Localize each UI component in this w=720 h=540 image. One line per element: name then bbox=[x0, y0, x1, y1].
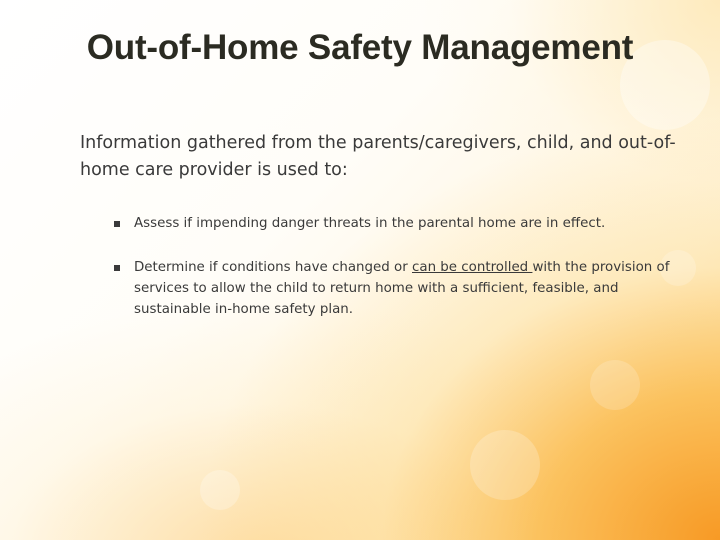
bullet-text: Assess if impending danger threats in the parental home are in effect. bbox=[134, 216, 606, 231]
bullet-item bbox=[114, 257, 674, 320]
bullet-list bbox=[114, 213, 674, 343]
decorative-bokeh bbox=[200, 470, 240, 510]
intro-paragraph: Information gathered from the parents/caregivers, child, and out-of-home care provider is used to: bbox=[80, 133, 676, 180]
slide-title: Out-of-Home Safety Management bbox=[86, 28, 634, 67]
bullet-item bbox=[114, 213, 674, 234]
bullet-text-start: Determine if conditions have changed or bbox=[134, 260, 412, 275]
underlined-phrase: can be controlled bbox=[412, 260, 533, 275]
square-bullet-icon bbox=[114, 221, 120, 227]
square-bullet-icon bbox=[114, 265, 120, 271]
bullet-text-end: with the provision of services to allow the child to return home with a sufficient, feasible, and sustainable in-home safety plan. bbox=[134, 260, 670, 317]
